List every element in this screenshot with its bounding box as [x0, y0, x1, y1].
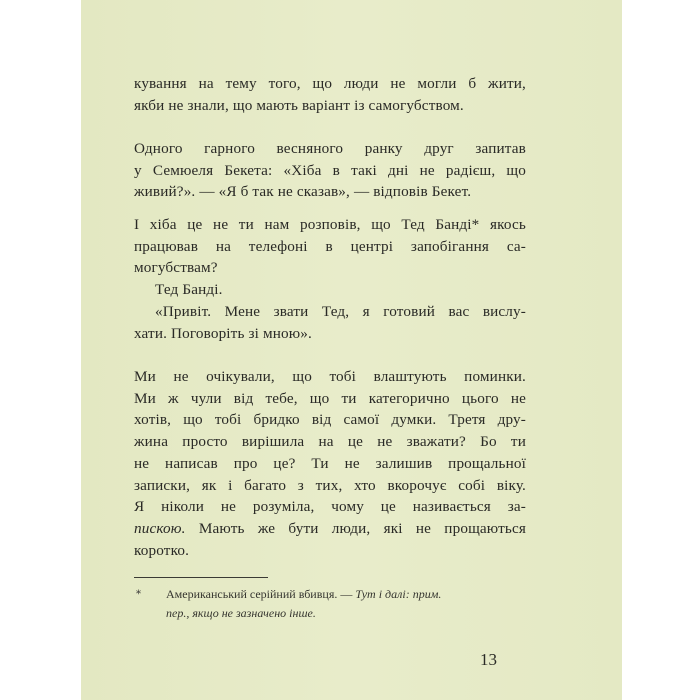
- text-line: живий?». — «Я б так не сказав», — відповів Бекет.: [134, 183, 472, 201]
- footnote-italic-text-line2: пер., якщо не зазначено інше.: [166, 606, 316, 620]
- text-line: хати. Поговоріть зі мною».: [134, 324, 312, 342]
- footnote-italic-text: Тут і далі: прим.: [355, 587, 442, 601]
- text-line: І хіба це не ти нам розповів, що Тед Банді* якось: [134, 216, 526, 233]
- text-line: хотів, що тобі бридко від самої думки. Третя дру-: [134, 411, 526, 429]
- text-segment: Мають же бути люди, які не прощаються: [185, 519, 526, 537]
- paragraph-2: [134, 138, 526, 203]
- text-line: жина просто вирішила на це не зважати? Бо ти: [134, 433, 526, 451]
- text-line: у Семюеля Бекета: «Хіба в такі дні не радієш, що: [134, 161, 526, 179]
- text-line: «Привіт. Мене звати Тед, я готовий вас вислу-: [155, 302, 526, 320]
- text-line: коротко.: [134, 541, 190, 559]
- italic-word: пискою.: [134, 519, 186, 537]
- text-line: кування на тему того, що люди не могли б жити,: [134, 75, 526, 92]
- paragraph-4: [134, 366, 526, 561]
- text-line-with-italic: [134, 518, 526, 540]
- paragraph-3: [134, 214, 526, 344]
- text-line: Ми ж чули від тебе, що ти категорично цього не: [134, 389, 526, 407]
- page-number: 13: [480, 650, 497, 669]
- text-line: Тед Банді.: [155, 281, 223, 299]
- text-line: не написав про це? Ти не залишив прощальної: [134, 454, 526, 472]
- text-line: Ми не очікували, що тобі влаштують поминки.: [134, 368, 526, 385]
- text-line: записки, як і багато з тих, хто вкорочує собі віку.: [134, 476, 526, 494]
- text-line: Я ніколи не розуміла, чому це називається за-: [134, 498, 526, 516]
- footnote-marker: *: [136, 589, 141, 600]
- text-line: працював на телефоні в центрі запобігання са-: [134, 237, 526, 255]
- text-line: могубствам?: [134, 259, 218, 277]
- paragraph-1: [134, 73, 526, 116]
- footnote-text: Американський серійний вбивця. —: [166, 587, 356, 601]
- footnote-divider: [134, 577, 268, 578]
- text-line: якби не знали, що мають варіант із самогубством.: [134, 96, 464, 114]
- book-page: [81, 0, 622, 700]
- text-line: Одного гарного весняного ранку друг запитав: [134, 140, 526, 157]
- footnote: [166, 585, 526, 623]
